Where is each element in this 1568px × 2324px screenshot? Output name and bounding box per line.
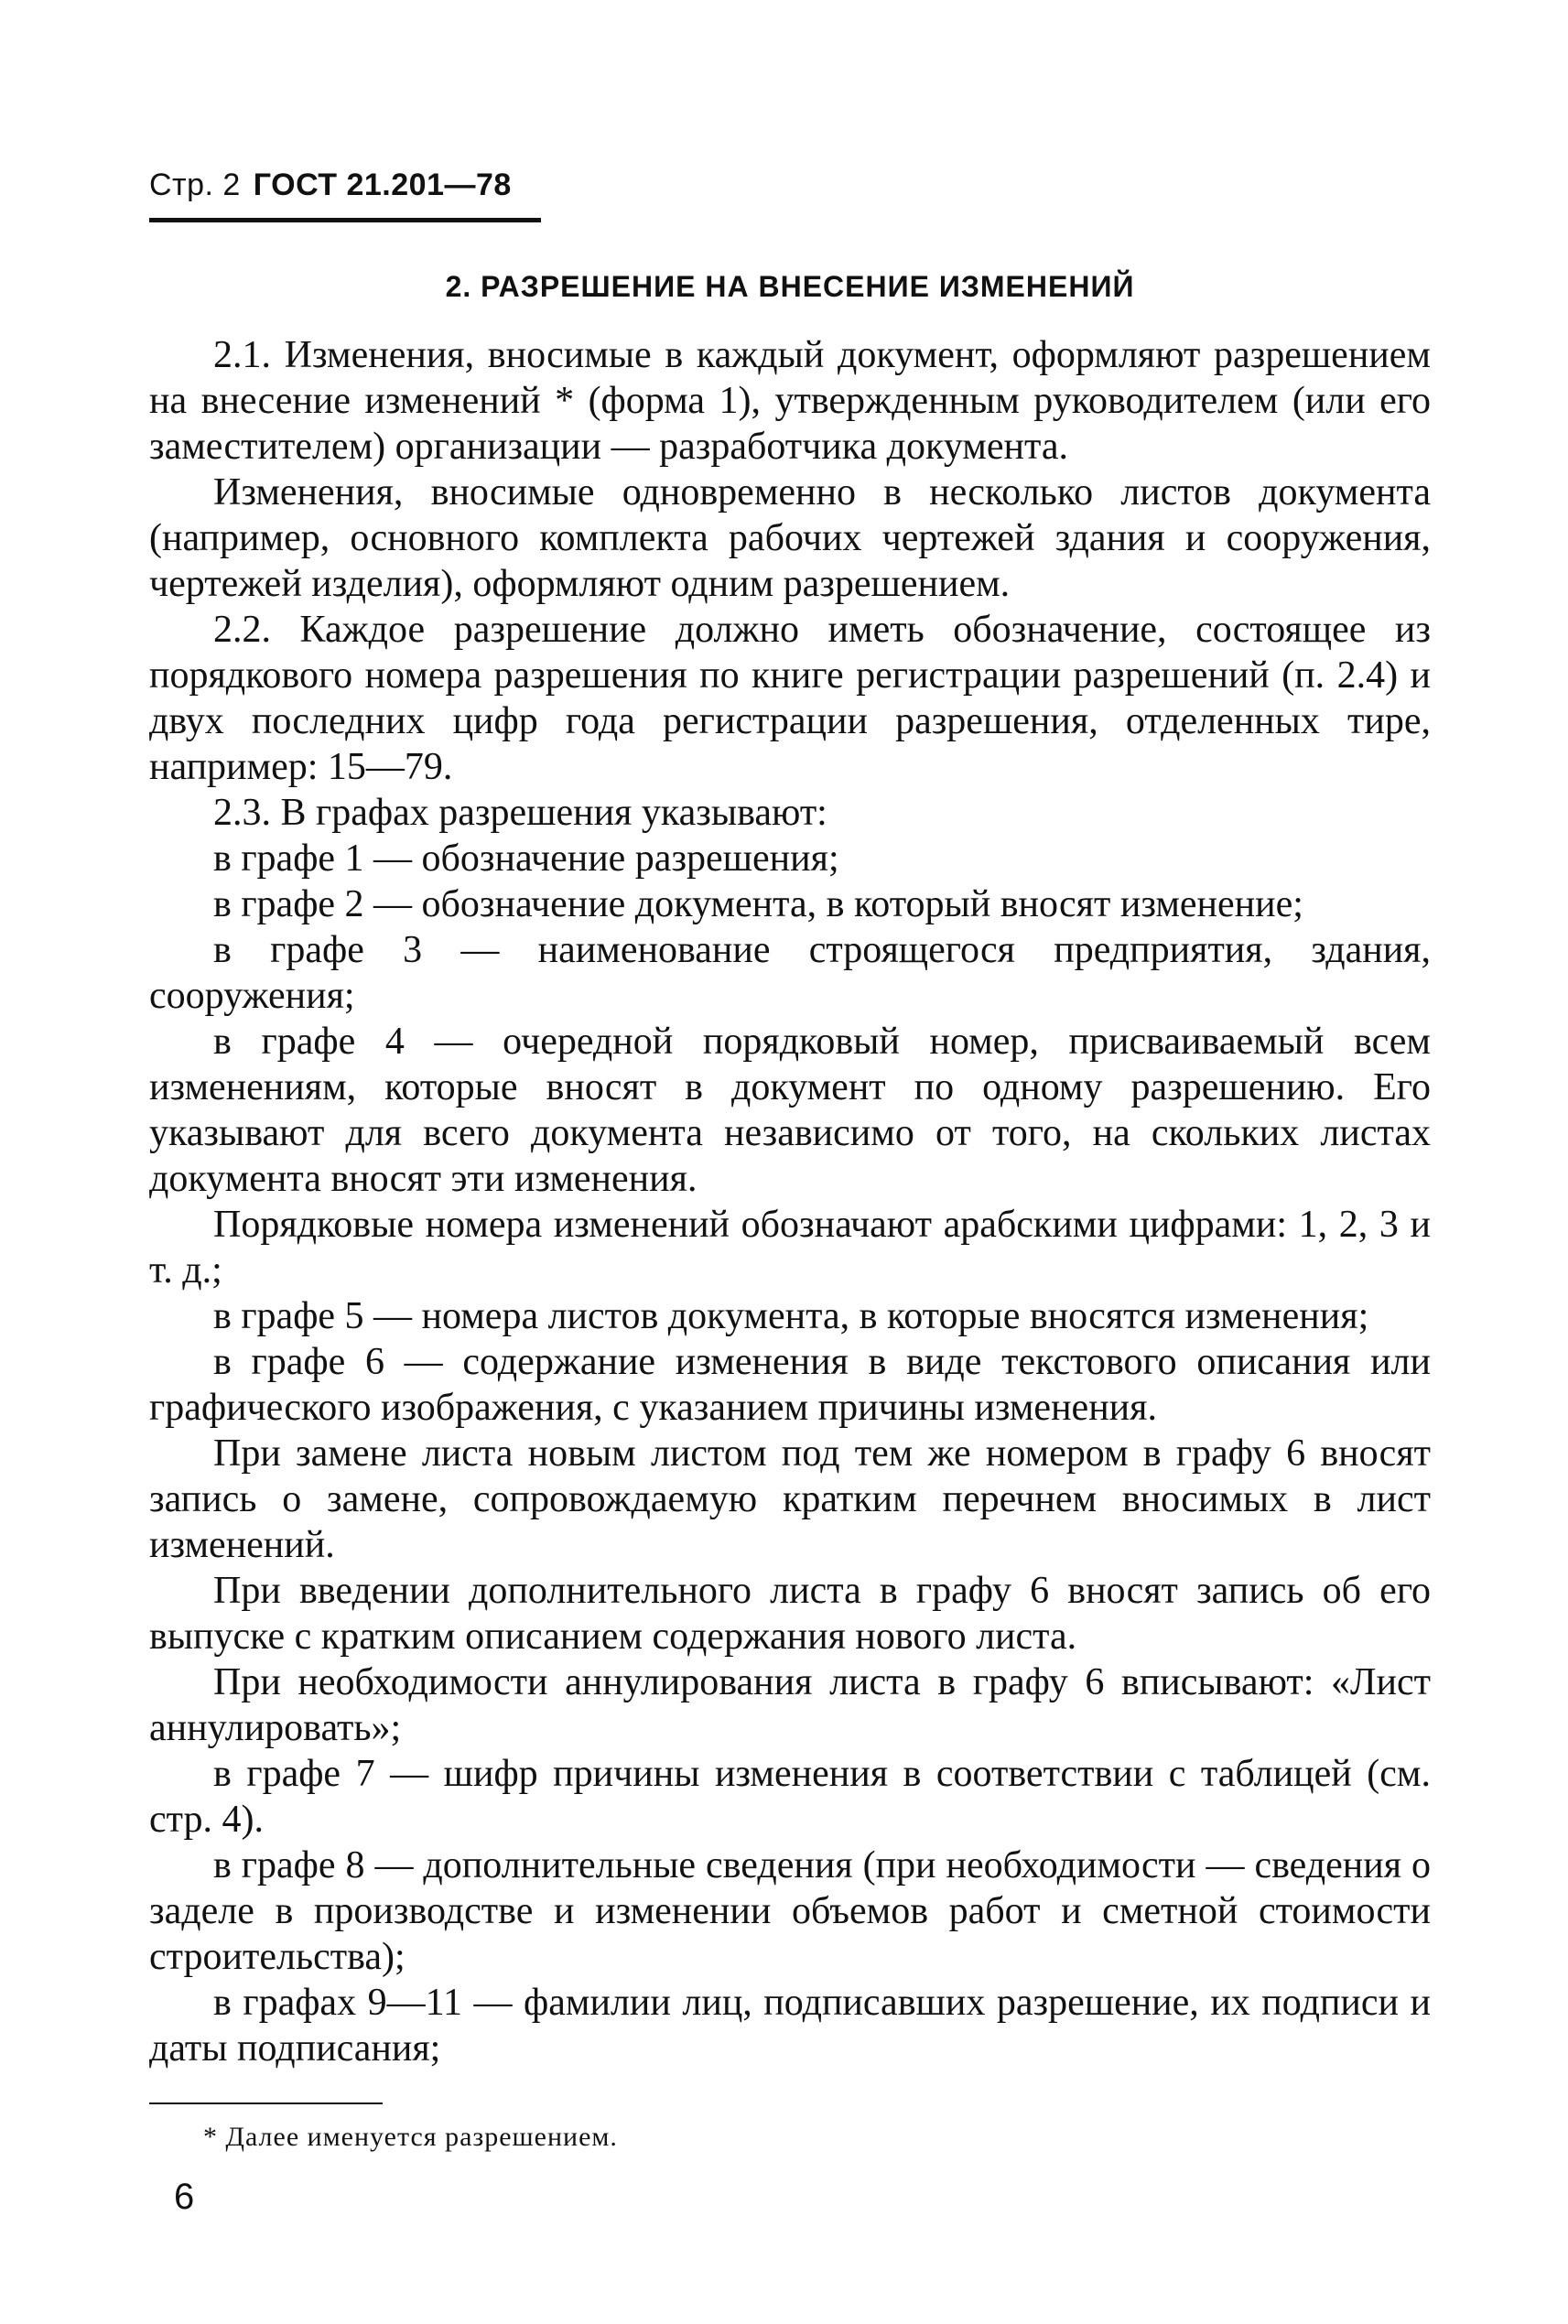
list-item-column-7: в графе 7 — шифр причины изменения в соответствии с таблицей (см. стр. 4). — [149, 1753, 1431, 1841]
running-header — [149, 168, 512, 203]
paragraph-2-1: 2.1. Изменения, вносимые в каждый документ, оформляют разрешением на внесение изменений * (форма 1), утвержденным руководителем (или его заместителем) организации — разработчика документа. — [149, 334, 1431, 468]
list-item-column-3: в графе 3 — наименование строящегося предприятия, здания, сооружения; — [149, 929, 1431, 1017]
list-item-column-1: в графе 1 — обозначение разрешения; — [213, 838, 839, 880]
footnote-rule — [149, 2102, 383, 2104]
paragraph-2-2: 2.2. Каждое разрешение должно иметь обозначение, состоящее из порядкового номера разрешения по книге регистрации разрешений (п. 2.4) и двух последних цифр года регистрации разрешения, отделенных тире, например: 15—79. — [149, 609, 1431, 788]
page-number: 6 — [174, 2177, 195, 2217]
paragraph: При необходимости аннулирования листа в графу 6 вписывают: «Лист аннулировать»; — [149, 1661, 1431, 1749]
paragraph: Изменения, вносимые одновременно в несколько листов документа (например, основного комплекта рабочих чертежей здания и сооружения, чертежей изделия), оформляют одним разрешением. — [149, 471, 1431, 605]
paragraph-2-3: 2.3. В графах разрешения указывают: — [213, 792, 827, 834]
list-item-column-2: в графе 2 — обозначение документа, в который вносят изменение; — [213, 883, 1303, 925]
paragraph: Порядковые номера изменений обозначают арабскими цифрами: 1, 2, 3 и т. д.; — [149, 1204, 1431, 1292]
list-item-column-5: в графе 5 — номера листов документа, в которые вносятся изменения; — [213, 1295, 1369, 1337]
list-item-column-8: в графе 8 — дополнительные сведения (при необходимости — сведения о заделе в производстве и изменении объемов работ и сметной стоимости строительства); — [149, 1844, 1431, 1978]
paragraph: При замене листа новым листом под тем же номером в графу 6 вносят запись о замене, сопровождаемую кратким перечнем вносимых в лист изменений. — [149, 1432, 1431, 1566]
header-rule — [149, 218, 541, 222]
footnote: * Далее именуется разрешением. — [203, 2122, 618, 2152]
page-label: Стр. 2 — [149, 168, 241, 202]
paragraph: При введении дополнительного листа в графу 6 вносят запись об его выпуске с кратким описанием содержания нового листа. — [149, 1570, 1431, 1658]
list-item-column-6: в графе 6 — содержание изменения в виде текстового описания или графического изображения, с указанием причины изменения. — [149, 1341, 1431, 1429]
list-item-column-4: в графе 4 — очередной порядковый номер, присваиваемый всем изменениям, которые вносят в документ по одному разрешению. Его указывают для всего документа независимо от того, на скольких листах документа вносят эти изменения. — [149, 1021, 1431, 1200]
standard-number: ГОСТ 21.201—78 — [253, 168, 512, 202]
body-text — [149, 332, 1431, 2071]
list-item-columns-9-11: в графах 9—11 — фамилии лиц, подписавших разрешение, их подписи и даты подписания; — [149, 1982, 1431, 2070]
section-title: 2. РАЗРЕШЕНИЕ НА ВНЕСЕНИЕ ИЗМЕНЕНИЙ — [445, 270, 1135, 303]
